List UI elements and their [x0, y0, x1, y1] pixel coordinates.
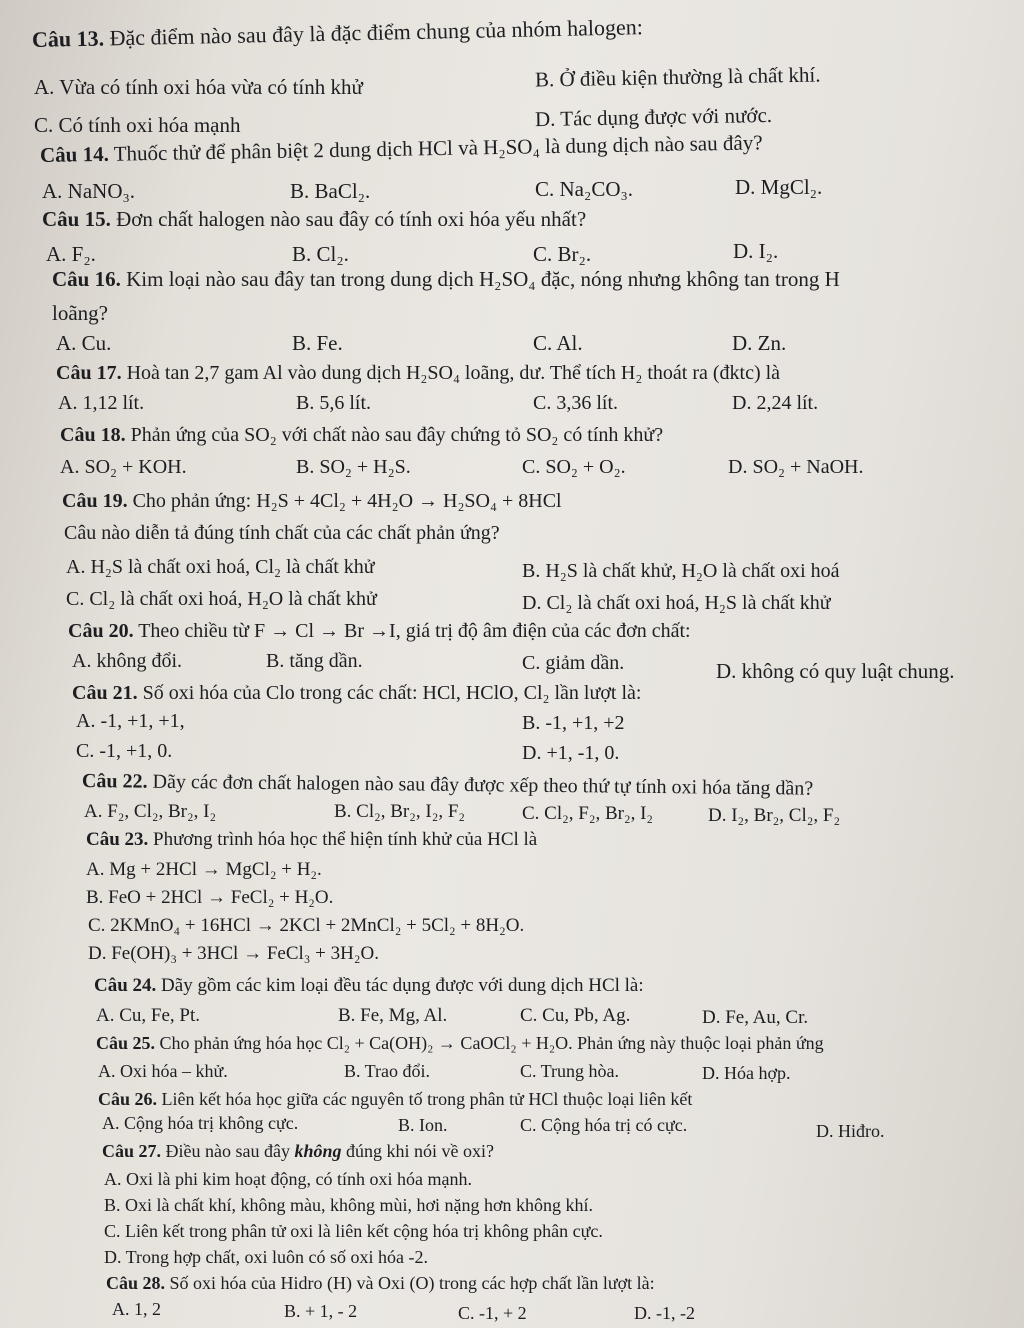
option-17c: C. 3,36 lít.	[533, 392, 619, 414]
question-20	[68, 620, 691, 642]
question-text: Dãy gồm các kim loại đều tác dụng được với dung dịch HCl là:	[161, 975, 644, 996]
option-28c: C. -1, + 2	[458, 1303, 527, 1323]
question-label: Câu 23.	[86, 829, 149, 850]
option-17d: D. 2,24 lít.	[732, 392, 819, 414]
option-25b: B. Trao đổi.	[344, 1061, 431, 1081]
option-25a: A. Oxi hóa – khử.	[98, 1061, 228, 1081]
option-16c: C. Al.	[533, 331, 583, 355]
option-27d: D. Trong hợp chất, oxi luôn có số oxi hóa -2.	[104, 1247, 429, 1267]
option-20c: C. giảm dần.	[522, 652, 625, 674]
option-19a: A. H₂S là chất oxi hoá, Cl₂ là chất khử	[66, 556, 375, 578]
question-26	[98, 1090, 692, 1110]
option-18d: D. SO₂ + NaOH.	[728, 456, 864, 478]
question-25	[96, 1034, 824, 1054]
option-15a: A. F₂.	[46, 242, 96, 266]
question-text: Hoà tan 2,7 gam Al vào dung dịch H₂SO₄ loãng, dư. Thể tích H₂ thoát ra (đktc) là	[126, 362, 781, 384]
question-label: Câu 15.	[42, 207, 111, 231]
option-15c: C. Br₂.	[533, 242, 592, 266]
question-text: Phản ứng của SO₂ với chất nào sau đây chứng tỏ SO₂ có tính khử?	[130, 424, 664, 446]
option-22b: B. Cl₂, Br₂, I₂, F₂	[334, 801, 466, 822]
option-21a: A. -1, +1, +1,	[76, 710, 185, 732]
option-18a: A. SO₂ + KOH.	[60, 456, 187, 478]
question-text: Phương trình hóa học thể hiện tính khử của HCl là	[153, 829, 538, 850]
option-20a: A. không đổi.	[72, 650, 182, 672]
question-text: Thuốc thử để phân biệt 2 dung dịch HCl và H₂SO₄ là dung dịch nào sau đây?	[113, 130, 763, 166]
question-24	[94, 976, 644, 997]
option-26a: A. Cộng hóa trị không cực.	[102, 1113, 299, 1133]
question-label: Câu 19.	[62, 490, 128, 512]
question-18	[60, 424, 663, 446]
question-13	[32, 15, 643, 52]
question-label: Câu 20.	[68, 620, 134, 642]
option-23a: A. Mg + 2HCl → MgCl₂ + H₂.	[86, 859, 322, 880]
option-24c: C. Cu, Pb, Ag.	[520, 1005, 631, 1026]
question-text-after: đúng khi nói về oxi?	[346, 1141, 494, 1161]
option-24a: A. Cu, Fe, Pt.	[96, 1005, 200, 1026]
option-21d: D. +1, -1, 0.	[522, 742, 620, 764]
question-label: Câu 17.	[56, 362, 122, 384]
option-28b: B. + 1, - 2	[284, 1301, 358, 1321]
option-23c: C. 2KMnO₄ + 16HCl → 2KCl + 2MnCl₂ + 5Cl₂ + 8H₂O.	[88, 915, 525, 936]
option-13c: C. Có tính oxi hóa mạnh	[34, 113, 241, 137]
option-22d: D. I₂, Br₂, Cl₂, F₂	[708, 805, 841, 826]
question-21	[72, 682, 641, 704]
option-19d: D. Cl₂ là chất oxi hoá, H₂S là chất khử	[522, 592, 831, 614]
option-26b: B. Ion.	[398, 1115, 448, 1135]
option-13d: D. Tác dụng được với nước.	[534, 102, 773, 132]
option-20d: D. không có quy luật chung.	[716, 659, 955, 683]
option-14b: B. BaCl₂.	[290, 179, 371, 203]
question-label: Câu 16.	[52, 267, 121, 291]
option-14d: D. MgCl₂.	[735, 175, 823, 199]
option-27c: C. Liên kết trong phân tử oxi là liên kết cộng hóa trị không phân cực.	[104, 1221, 603, 1241]
question-label: Câu 22.	[81, 770, 148, 793]
option-24d: D. Fe, Au, Cr.	[702, 1007, 809, 1028]
question-label: Câu 28.	[106, 1273, 166, 1293]
option-21c: C. -1, +1, 0.	[76, 740, 173, 762]
option-26d: D. Hiđro.	[816, 1121, 885, 1141]
option-15d: D. I₂.	[733, 239, 779, 263]
option-19b: B. H₂S là chất khử, H₂O là chất oxi hoá	[522, 560, 840, 582]
question-16	[52, 268, 840, 291]
question-label: Câu 18.	[60, 424, 126, 446]
question-text-emphasis: không	[294, 1141, 342, 1161]
option-27b: B. Oxi là chất khí, không màu, không mùi, hơi nặng hơn không khí.	[104, 1195, 593, 1215]
option-28a: A. 1, 2	[112, 1299, 161, 1319]
option-16d: D. Zn.	[732, 331, 787, 355]
question-text: Đặc điểm nào sau đây là đặc điểm chung của nhóm halogen:	[109, 14, 644, 51]
question-label: Câu 14.	[39, 141, 110, 167]
option-23d: D. Fe(OH)₃ + 3HCl → FeCl₃ + 3H₂O.	[88, 943, 379, 964]
option-22a: A. F₂, Cl₂, Br₂, I₂	[84, 801, 217, 822]
question-17	[56, 362, 780, 384]
option-17a: A. 1,12 lít.	[58, 392, 145, 414]
question-label: Câu 25.	[96, 1033, 156, 1053]
option-13b: B. Ở điều kiện thường là chất khí.	[534, 62, 821, 92]
option-25c: C. Trung hòa.	[520, 1061, 620, 1081]
question-label: Câu 26.	[98, 1089, 158, 1109]
question-label: Câu 27.	[102, 1141, 162, 1161]
question-text: Theo chiều từ F → Cl → Br →I, giá trị độ âm điện của các đơn chất:	[138, 620, 691, 642]
question-28	[106, 1274, 655, 1294]
option-25d: D. Hóa hợp.	[702, 1063, 791, 1083]
option-14c: C. Na₂CO₃.	[535, 177, 634, 201]
option-19c: C. Cl₂ là chất oxi hoá, H₂O là chất khử	[66, 588, 377, 610]
option-22c: C. Cl₂, F₂, Br₂, I₂	[522, 803, 654, 824]
question-label: Câu 13.	[31, 25, 105, 52]
question-text: Số oxi hóa của Clo trong các chất: HCl, HClO, Cl₂ lần lượt là:	[142, 682, 642, 704]
question-27	[102, 1142, 494, 1162]
option-21b: B. -1, +1, +2	[522, 712, 625, 734]
question-text-before: Điều nào sau đây	[165, 1141, 290, 1161]
question-text: Số oxi hóa của Hidro (H) và Oxi (O) trong các hợp chất lần lượt là:	[169, 1273, 655, 1293]
option-24b: B. Fe, Mg, Al.	[338, 1005, 448, 1026]
question-19	[62, 490, 562, 512]
question-19-cont: Câu nào diễn tả đúng tính chất của các chất phản ứng?	[64, 522, 500, 544]
option-16a: A. Cu.	[56, 331, 112, 355]
option-18b: B. SO₂ + H₂S.	[296, 456, 411, 478]
question-22	[82, 770, 813, 800]
question-text: Kim loại nào sau đây tan trong dung dịch H₂SO₄ đặc, nóng nhưng không tan trong H	[126, 267, 840, 291]
question-16-cont: loãng?	[52, 301, 108, 325]
question-label: Câu 24.	[94, 975, 157, 996]
option-16b: B. Fe.	[292, 331, 343, 355]
question-23	[86, 830, 537, 851]
question-label: Câu 21.	[72, 682, 138, 704]
option-18c: C. SO₂ + O₂.	[522, 456, 626, 478]
question-text: Đơn chất halogen nào sau đây có tính oxi hóa yếu nhất?	[116, 207, 587, 231]
option-23b: B. FeO + 2HCl → FeCl₂ + H₂O.	[86, 887, 334, 908]
question-text: Cho phản ứng: H₂S + 4Cl₂ + 4H₂O → H₂SO₄ + 8HCl	[132, 490, 562, 512]
question-text: Cho phản ứng hóa học Cl₂ + Ca(OH)₂ → CaOCl₂ + H₂O. Phản ứng này thuộc loại phản ứng	[159, 1033, 824, 1053]
option-26c: C. Cộng hóa trị có cực.	[520, 1115, 688, 1135]
option-15b: B. Cl₂.	[292, 242, 349, 266]
question-15	[42, 208, 586, 231]
option-20b: B. tăng dần.	[266, 650, 363, 672]
option-14a: A. NaNO₃.	[42, 179, 136, 203]
option-27a: A. Oxi là phi kim hoạt động, có tính oxi hóa mạnh.	[104, 1169, 472, 1189]
option-28d: D. -1, -2	[634, 1303, 695, 1323]
option-17b: B. 5,6 lít.	[296, 392, 372, 414]
option-13a: A. Vừa có tính oxi hóa vừa có tính khử	[34, 75, 363, 99]
question-text: Dãy các đơn chất halogen nào sau đây được xếp theo thứ tự tính oxi hóa tăng dần?	[152, 770, 814, 800]
question-text: Liên kết hóa học giữa các nguyên tố trong phân tử HCl thuộc loại liên kết	[161, 1089, 693, 1109]
